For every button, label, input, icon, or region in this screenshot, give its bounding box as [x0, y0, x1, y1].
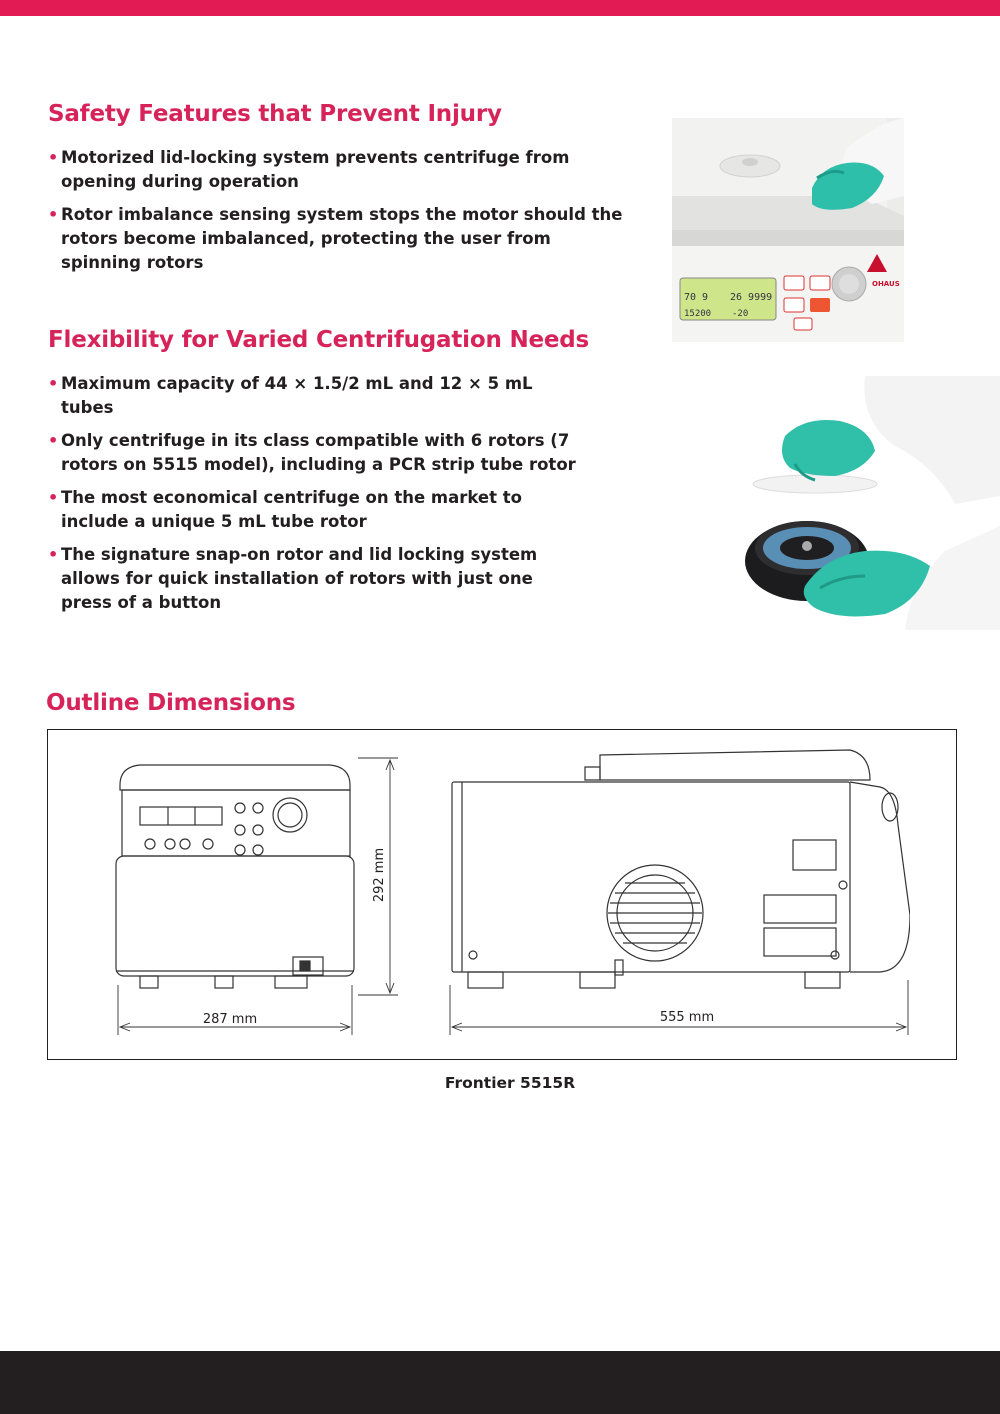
list-item: [48, 372, 578, 420]
width-dimension-label: 287 mm: [202, 1012, 258, 1027]
bullet-text: Motorized lid-locking system prevents centrifuge from opening during operation: [61, 148, 570, 191]
bullet-icon: •: [48, 148, 59, 167]
safety-heading: Safety Features that Prevent Injury: [48, 101, 502, 127]
list-item: [48, 203, 628, 275]
bullet-icon: •: [48, 374, 59, 393]
list-item: [48, 543, 578, 615]
outline-heading: Outline Dimensions: [46, 690, 296, 716]
bullet-icon: •: [48, 431, 59, 450]
flexibility-heading: Flexibility for Varied Centrifugation Needs: [48, 327, 590, 353]
bullet-icon: •: [48, 488, 59, 507]
display-value-right: 26 9999: [730, 292, 773, 303]
bullet-icon: •: [48, 545, 59, 564]
list-item: [48, 486, 578, 534]
bullet-text: The most economical centrifuge on the market to include a unique 5 mL tube rotor: [61, 488, 522, 531]
rotor-installation-photo: [745, 376, 1000, 630]
bullet-text: Rotor imbalance sensing system stops the motor should the rotors become imbalanced, protecting the user from spinning rotors: [61, 205, 623, 272]
flexibility-list: [48, 372, 578, 624]
bullet-icon: •: [48, 205, 59, 224]
bullet-text: Only centrifuge in its class compatible with 6 rotors (7 rotors on 5515 model), including a PCR strip tube rotor: [61, 431, 576, 474]
bullet-text: The signature snap-on rotor and lid locking system allows for quick installation of rotors with just one press of a button: [61, 545, 538, 612]
front-view-drawing: [100, 745, 410, 1045]
depth-dimension-label: 555 mm: [659, 1010, 715, 1025]
top-accent-bar: [0, 0, 1000, 16]
display-value-bottom-right: -20: [732, 309, 749, 319]
list-item: [48, 429, 578, 477]
centrifuge-lid-photo: [672, 118, 904, 342]
display-value-top: 70 9: [684, 292, 709, 303]
display-value-bottom-left: 15200: [684, 309, 712, 319]
list-item: [48, 146, 628, 194]
side-view-drawing: [440, 745, 910, 1045]
height-dimension-label: 292 mm: [372, 847, 387, 903]
ohaus-logo: OHAUS: [872, 280, 900, 288]
bullet-text: Maximum capacity of 44 × 1.5/2 mL and 12 × 5 mL tubes: [61, 374, 533, 417]
footer-bar: [0, 1351, 1000, 1414]
drawing-caption: Frontier 5515R: [444, 1074, 576, 1092]
safety-list: [48, 146, 628, 284]
